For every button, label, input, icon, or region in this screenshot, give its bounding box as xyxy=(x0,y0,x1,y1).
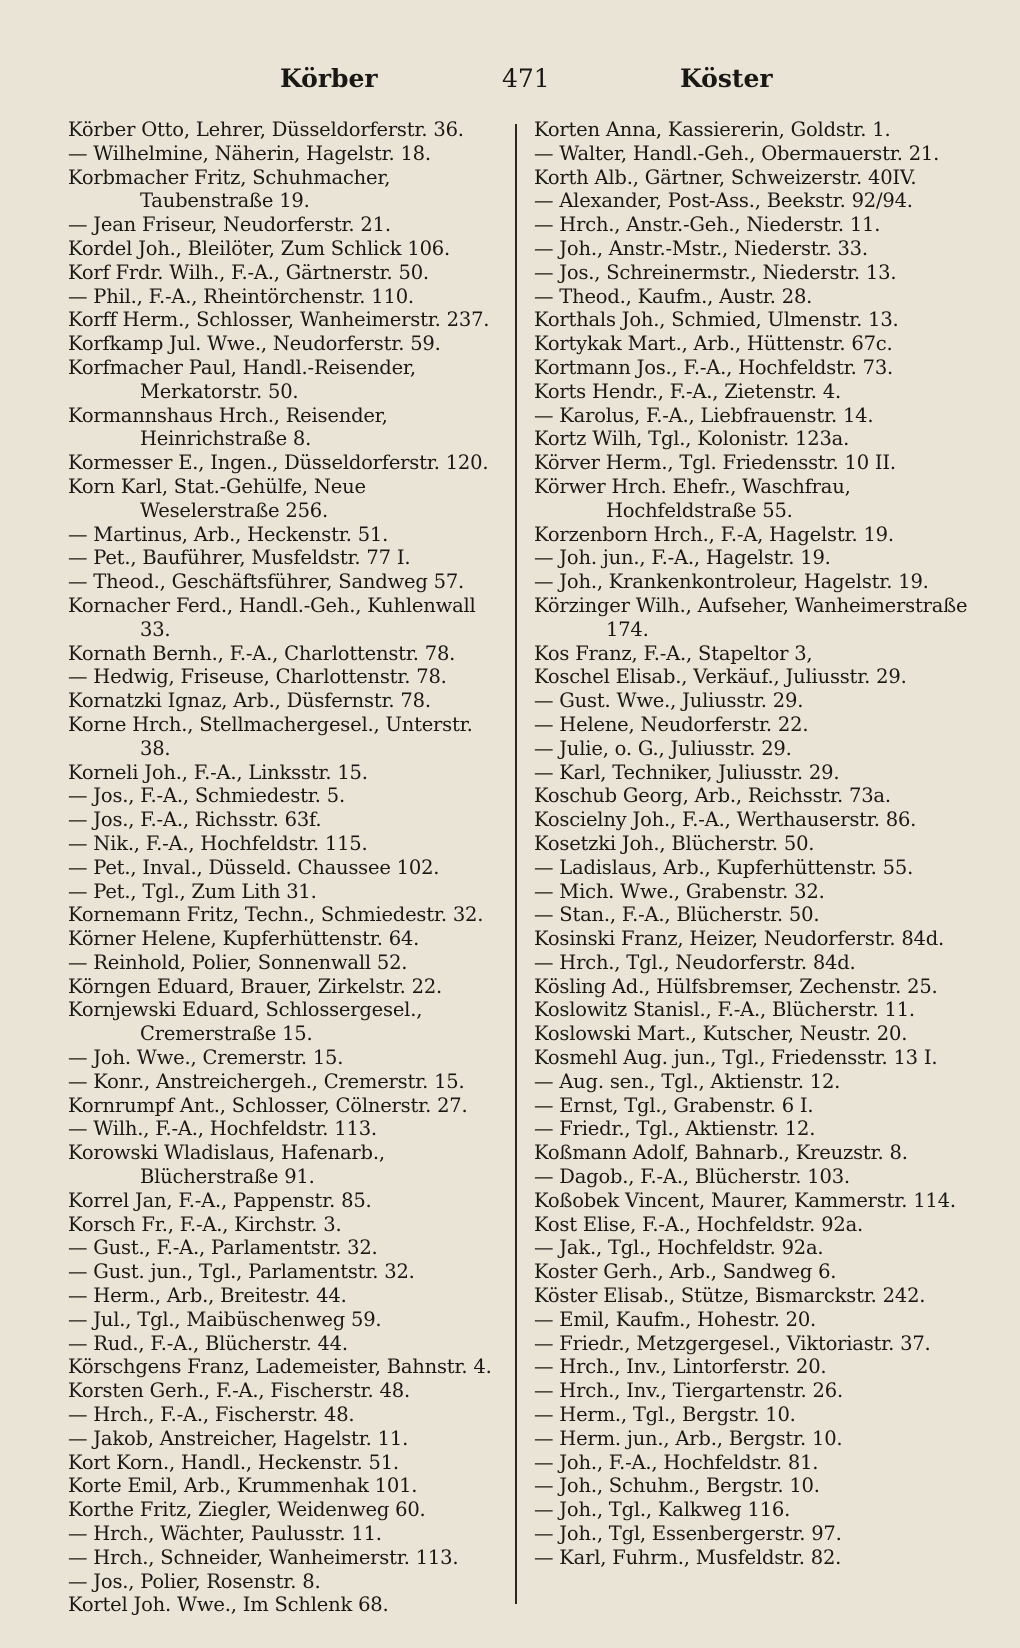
directory-entry: Korsten Gerh., F.-A., Fischerstr. 48. xyxy=(68,1379,410,1403)
directory-entry: — Joh., Tgl, Essenbergerstr. 97. xyxy=(534,1522,842,1546)
directory-entry: Kosinski Franz, Heizer, Neudorferstr. 84d. xyxy=(534,927,945,951)
directory-entry: — Wilhelmine, Näherin, Hagelstr. 18. xyxy=(68,141,431,165)
directory-entry: — Emil, Kaufm., Hohestr. 20. xyxy=(534,1307,817,1331)
directory-entry: — Gust. jun., Tgl., Parlamentstr. 32. xyxy=(68,1260,415,1284)
directory-entry: Kost Elise, F.-A., Hochfeldstr. 92a. xyxy=(534,1212,863,1236)
directory-entry: Kornjewski Eduard, Schlossergesel., Cremerstraße 15. xyxy=(68,998,423,1046)
directory-entry: Körner Helene, Kupferhüttenstr. 64. xyxy=(68,927,420,951)
directory-entry: — Friedr., Metzgergesel., Viktoriastr. 37. xyxy=(534,1331,931,1355)
directory-entry: — Rud., F.-A., Blücherstr. 44. xyxy=(68,1331,348,1355)
directory-entry: Kornatzki Ignaz, Arb., Düsfernstr. 78. xyxy=(68,689,431,713)
directory-entry: Kos Franz, F.-A., Stapeltor 3, xyxy=(534,641,813,665)
directory-entry: — Hrch., Anstr.-Geh., Niederstr. 11. xyxy=(534,213,881,237)
directory-entry: Kosmehl Aug. jun., Tgl., Friedensstr. 13 I. xyxy=(534,1046,938,1070)
directory-entry: — Hrch., Inv., Tiergartenstr. 26. xyxy=(534,1379,843,1403)
directory-entry: Korsch Fr., F.-A., Kirchstr. 3. xyxy=(68,1212,342,1236)
directory-entry: — Hrch., F.-A., Fischerstr. 48. xyxy=(68,1403,355,1427)
directory-entry: — Jak., Tgl., Hochfeldstr. 92a. xyxy=(534,1236,824,1260)
directory-entry: — Hedwig, Friseuse, Charlottenstr. 78. xyxy=(68,665,447,689)
directory-entry: Korzenborn Hrch., F.-A, Hagelstr. 19. xyxy=(534,522,894,546)
directory-entry: Korthals Joh., Schmied, Ulmenstr. 13. xyxy=(534,308,899,332)
directory-entry: Kornrumpf Ant., Schlosser, Cölnerstr. 27. xyxy=(68,1093,468,1117)
directory-entry: — Mich. Wwe., Grabenstr. 32. xyxy=(534,879,825,903)
directory-entry: — Hrch., Wächter, Paulusstr. 11. xyxy=(68,1522,382,1546)
column-divider xyxy=(515,124,517,1604)
directory-entry: — Walter, Handl.-Geh., Obermauerstr. 21. xyxy=(534,141,940,165)
directory-entry: Kornemann Fritz, Techn., Schmiedestr. 32. xyxy=(68,903,484,927)
directory-entry: Koster Gerh., Arb., Sandweg 6. xyxy=(534,1260,837,1284)
right-column xyxy=(534,118,974,1570)
directory-entry: Koscielny Joh., F.-A., Werthauserstr. 86. xyxy=(534,808,917,832)
directory-entry: — Joh., Schuhm., Bergstr. 10. xyxy=(534,1474,820,1498)
directory-entry: — Jos., Schreinermstr., Niederstr. 13. xyxy=(534,260,897,284)
directory-entry: — Pet., Inval., Düsseld. Chaussee 102. xyxy=(68,855,440,879)
directory-entry: Korne Hrch., Stellmachergesel., Unterstr. 38. xyxy=(68,712,473,760)
directory-entry: Koschel Elisab., Verkäuf., Juliusstr. 29. xyxy=(534,665,907,689)
directory-entry: — Reinhold, Polier, Sonnenwall 52. xyxy=(68,950,408,974)
directory-entry: — Konr., Anstreichergeh., Cremerstr. 15. xyxy=(68,1069,465,1093)
directory-entry: Körver Herm., Tgl. Friedensstr. 10 II. xyxy=(534,451,896,475)
directory-entry: — Phil., F.-A., Rheintörchenstr. 110. xyxy=(68,284,414,308)
directory-entry: Korbmacher Fritz, Schuhmacher, Taubenstraße 19. xyxy=(68,165,391,213)
directory-entry: Koßobek Vincent, Maurer, Kammerstr. 114. xyxy=(534,1188,956,1212)
directory-entry: — Joh. jun., F.-A., Hagelstr. 19. xyxy=(534,546,831,570)
directory-entry: Kormesser E., Ingen., Düsseldorferstr. 120. xyxy=(68,451,489,475)
directory-entry: — Joh., F.-A., Hochfeldstr. 81. xyxy=(534,1450,819,1474)
directory-entry: — Hrch., Tgl., Neudorferstr. 84d. xyxy=(534,950,856,974)
directory-entry: Korrel Jan, F.-A., Pappenstr. 85. xyxy=(68,1188,372,1212)
directory-entry: Korneli Joh., F.-A., Linksstr. 15. xyxy=(68,760,368,784)
directory-entry: Kortmann Jos., F.-A., Hochfeldstr. 73. xyxy=(534,355,894,379)
directory-entry: — Stan., F.-A., Blücherstr. 50. xyxy=(534,903,820,927)
directory-entry: — Jakob, Anstreicher, Hagelstr. 11. xyxy=(68,1426,409,1450)
directory-entry: — Aug. sen., Tgl., Aktienstr. 12. xyxy=(534,1069,841,1093)
directory-entry: — Gust., F.-A., Parlamentstr. 32. xyxy=(68,1236,378,1260)
directory-entry: — Hrch., Schneider, Wanheimerstr. 113. xyxy=(68,1545,459,1569)
directory-entry: Körwer Hrch. Ehefr., Waschfrau, Hochfeldstraße 55. xyxy=(534,474,851,522)
directory-entry: Korth Alb., Gärtner, Schweizerstr. 40IV. xyxy=(534,165,917,189)
directory-entry: Kosetzki Joh., Blücherstr. 50. xyxy=(534,831,815,855)
directory-entry: — Jean Friseur, Neudorferstr. 21. xyxy=(68,213,391,237)
directory-entry: — Joh., Anstr.-Mstr., Niederstr. 33. xyxy=(534,236,868,260)
directory-entry: — Hrch., Inv., Lintorferstr. 20. xyxy=(534,1355,827,1379)
directory-entry: — Theod., Geschäftsführer, Sandweg 57. xyxy=(68,570,465,594)
directory-entry: — Pet., Bauführer, Musfeldstr. 77 I. xyxy=(68,546,411,570)
directory-entry: — Nik., F.-A., Hochfeldstr. 115. xyxy=(68,831,368,855)
directory-entry: Korff Herm., Schlosser, Wanheimerstr. 237. xyxy=(68,308,490,332)
directory-entry: — Martinus, Arb., Heckenstr. 51. xyxy=(68,522,389,546)
directory-entry: — Herm., Arb., Breitestr. 44. xyxy=(68,1284,347,1308)
directory-entry: — Theod., Kaufm., Austr. 28. xyxy=(534,284,813,308)
directory-entry: Kösling Ad., Hülfsbremser, Zechenstr. 25. xyxy=(534,974,938,998)
directory-entry: — Julie, o. G., Juliusstr. 29. xyxy=(534,736,792,760)
left-keyword: Körber xyxy=(280,64,378,93)
directory-entry: — Gust. Wwe., Juliusstr. 29. xyxy=(534,689,804,713)
directory-entry: — Jos., F.-A., Richsstr. 63f. xyxy=(68,808,322,832)
directory-entry: Kormannshaus Hrch., Reisender, Heinrichstraße 8. xyxy=(68,403,388,451)
directory-entry: — Jul., Tgl., Maibüschenweg 59. xyxy=(68,1307,382,1331)
directory-entry: — Joh., Tgl., Kalkweg 116. xyxy=(534,1498,791,1522)
directory-entry: — Karolus, F.-A., Liebfrauenstr. 14. xyxy=(534,403,874,427)
directory-entry: — Friedr., Tgl., Aktienstr. 12. xyxy=(534,1117,816,1141)
directory-entry: — Alexander, Post-Ass., Beekstr. 92/94. xyxy=(534,189,913,213)
directory-entry: Kortz Wilh, Tgl., Kolonistr. 123a. xyxy=(534,427,850,451)
directory-entry: — Ladislaus, Arb., Kupferhüttenstr. 55. xyxy=(534,855,914,879)
directory-entry: — Jos., F.-A., Schmiedestr. 5. xyxy=(68,784,345,808)
directory-entry: Koßmann Adolf, Bahnarb., Kreuzstr. 8. xyxy=(534,1141,908,1165)
left-column xyxy=(68,118,498,1617)
directory-entry: Korte Emil, Arb., Krummenhak 101. xyxy=(68,1474,418,1498)
directory-entry: — Joh., Krankenkontroleur, Hagelstr. 19. xyxy=(534,570,929,594)
directory-entry: Korf Frdr. Wilh., F.-A., Gärtnerstr. 50. xyxy=(68,260,429,284)
directory-entry: — Pet., Tgl., Zum Lith 31. xyxy=(68,879,317,903)
directory-entry: Korowski Wladislaus, Hafenarb., Blücherstraße 91. xyxy=(68,1141,385,1189)
directory-entry: — Dagob., F.-A., Blücherstr. 103. xyxy=(534,1165,850,1189)
directory-entry: Kornacher Ferd., Handl.-Geh., Kuhlenwall 33. xyxy=(68,593,476,641)
directory-entry: — Joh. Wwe., Cremerstr. 15. xyxy=(68,1046,344,1070)
directory-entry: Kort Korn., Handl., Heckenstr. 51. xyxy=(68,1450,399,1474)
directory-entry: Kortykak Mart., Arb., Hüttenstr. 67c. xyxy=(534,332,893,356)
directory-entry: — Herm. jun., Arb., Bergstr. 10. xyxy=(534,1426,843,1450)
directory-entry: Korts Hendr., F.-A., Zietenstr. 4. xyxy=(534,379,841,403)
directory-entry: Kortel Joh. Wwe., Im Schlenk 68. xyxy=(68,1593,389,1617)
page-header xyxy=(0,64,1020,104)
directory-entry: — Wilh., F.-A., Hochfeldstr. 113. xyxy=(68,1117,377,1141)
directory-entry: Kornath Bernh., F.-A., Charlottenstr. 78. xyxy=(68,641,456,665)
directory-entry: Korn Karl, Stat.-Gehülfe, Neue Weselerstraße 256. xyxy=(68,474,366,522)
directory-entry: — Karl, Techniker, Juliusstr. 29. xyxy=(534,760,840,784)
directory-entry: Körngen Eduard, Brauer, Zirkelstr. 22. xyxy=(68,974,443,998)
directory-entry: Koschub Georg, Arb., Reichsstr. 73a. xyxy=(534,784,891,808)
directory-entry: Korfmacher Paul, Handl.-Reisender, Merkatorstr. 50. xyxy=(68,355,416,403)
directory-entry: — Jos., Polier, Rosenstr. 8. xyxy=(68,1569,321,1593)
directory-entry: — Ernst, Tgl., Grabenstr. 6 I. xyxy=(534,1093,814,1117)
directory-entry: Köster Elisab., Stütze, Bismarckstr. 242. xyxy=(534,1284,926,1308)
directory-entry: — Helene, Neudorferstr. 22. xyxy=(534,712,809,736)
directory-entry: Kordel Joh., Bleilöter, Zum Schlick 106. xyxy=(68,236,451,260)
page-number: 471 xyxy=(502,64,550,93)
directory-entry: Koslowski Mart., Kutscher, Neustr. 20. xyxy=(534,1022,908,1046)
directory-entry: Koslowitz Stanisl., F.-A., Blücherstr. 11. xyxy=(534,998,915,1022)
directory-entry: Korthe Fritz, Ziegler, Weidenweg 60. xyxy=(68,1498,426,1522)
directory-entry: — Karl, Fuhrm., Musfeldstr. 82. xyxy=(534,1545,842,1569)
directory-entry: Korten Anna, Kassiererin, Goldstr. 1. xyxy=(534,118,891,141)
directory-entry: Körber Otto, Lehrer, Düsseldorferstr. 36. xyxy=(68,118,464,141)
directory-entry: Körzinger Wilh., Aufseher, Wanheimerstraße 174. xyxy=(534,593,968,641)
right-keyword: Köster xyxy=(680,64,773,93)
directory-entry: — Herm., Tgl., Bergstr. 10. xyxy=(534,1403,796,1427)
directory-entry: Körschgens Franz, Lademeister, Bahnstr. 4. xyxy=(68,1355,492,1379)
directory-entry: Korfkamp Jul. Wwe., Neudorferstr. 59. xyxy=(68,332,441,356)
